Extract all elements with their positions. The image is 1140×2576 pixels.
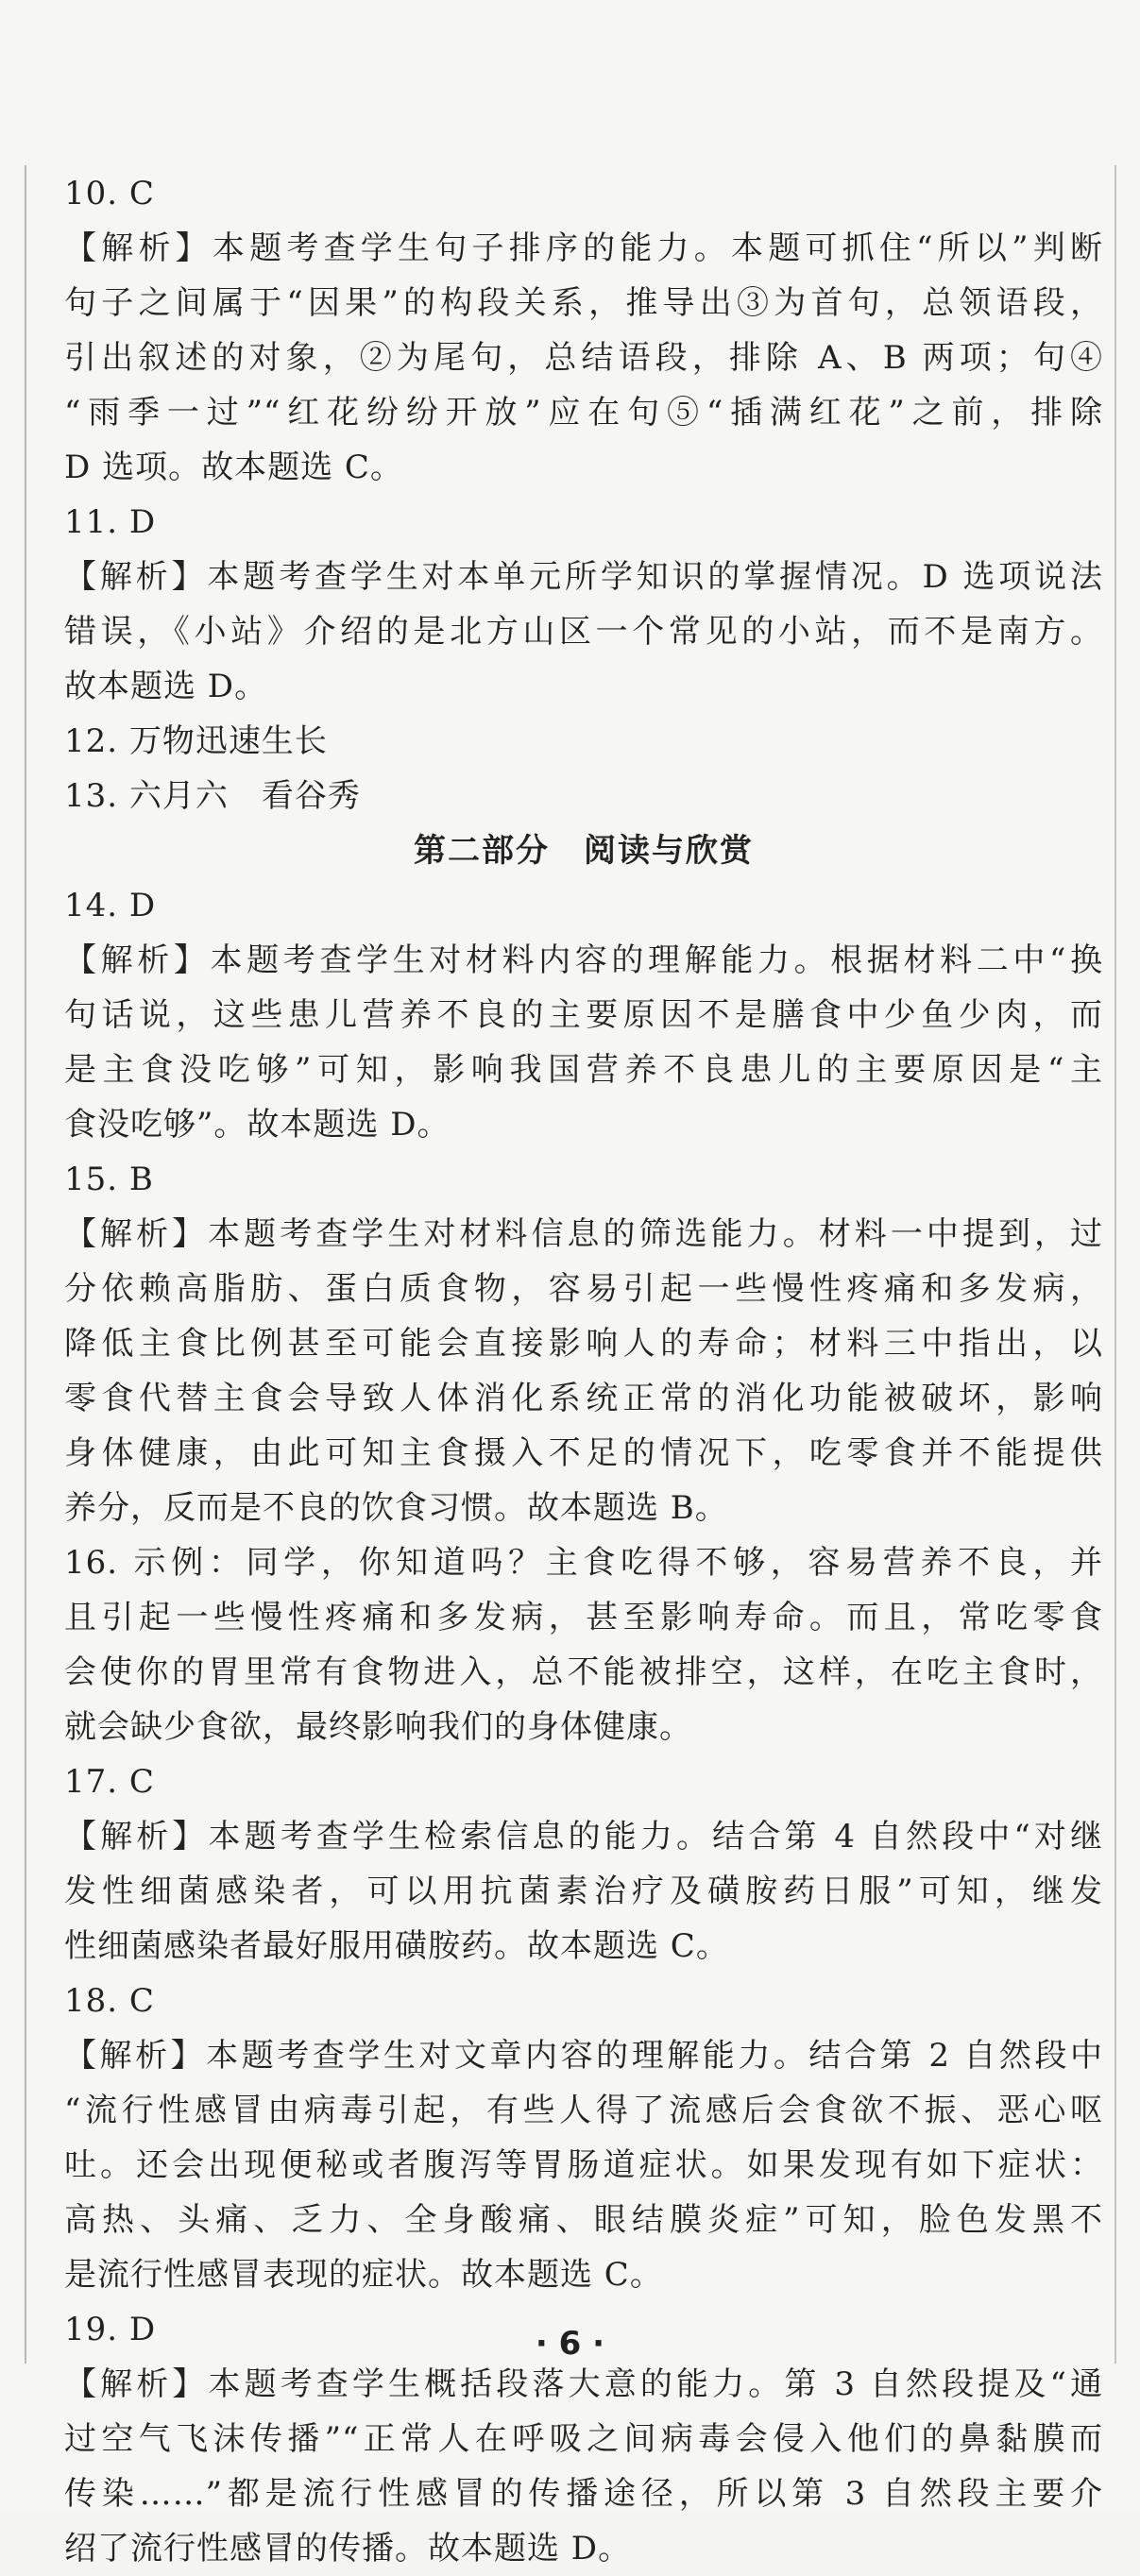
- text-line: 零食代替主食会导致人体消化系统正常的消化功能被破坏，影响: [64, 1380, 1103, 1417]
- answer-text-body: [64, 166, 1103, 2576]
- text-line: 是流行性感冒表现的症状。故本题选 C。: [64, 2256, 663, 2294]
- text-line: 且引起一些慢性疼痛和多发病，甚至影响寿命。而且，常吃零食: [64, 1599, 1103, 1636]
- text-line: 【解析】本题考查学生对文章内容的理解能力。结合第 2 自然段中: [64, 2037, 1103, 2075]
- text-line: 绍了流行性感冒的传播。故本题选 D。: [64, 2530, 632, 2568]
- text-line: 会使你的胃里常有食物进入，总不能被排空，这样，在吃主食时，: [64, 1653, 1103, 1691]
- text-line: 引出叙述的对象，②为尾句，总结语段，排除 A、B 两项；句④: [64, 339, 1103, 377]
- text-line: 高热、头痛、乏力、全身酸痛、眼结膜炎症”可知，脸色发黑不: [64, 2201, 1103, 2239]
- text-line: 食没吃够”。故本题选 D。: [64, 1106, 451, 1144]
- right-margin-rule: [1114, 165, 1116, 2364]
- text-line: 句话说，这些患儿营养不良的主要原因不是膳食中少鱼少肉，而: [64, 996, 1103, 1034]
- text-line: 故本题选 D。: [64, 668, 268, 705]
- text-line: 13. 六月六 看谷秀: [64, 777, 361, 815]
- text-line: 性细菌感染者最好服用磺胺药。故本题选 C。: [64, 1927, 729, 1965]
- text-line: 15. B: [64, 1161, 154, 1198]
- text-line: 14. D: [64, 887, 157, 924]
- text-line: “雨季一过”“红花纷纷开放”应在句⑤“插满红花”之前，排除: [64, 394, 1103, 432]
- text-line: 发性细菌感染者，可以用抗菌素治疗及磺胺药日服”可知，继发: [64, 1873, 1103, 1910]
- text-line: 【解析】本题考查学生概括段落大意的能力。第 3 自然段提及“通: [64, 2365, 1103, 2403]
- text-line: 12. 万物迅速生长: [64, 722, 328, 760]
- left-margin-rule: [25, 165, 26, 2364]
- text-line: 【解析】本题考查学生对材料信息的筛选能力。材料一中提到，过: [64, 1215, 1103, 1253]
- text-line: 19. D: [64, 2311, 157, 2348]
- text-line: D 选项。故本题选 C。: [64, 449, 403, 486]
- text-line: “流行性感冒由病毒引起，有些人得了流感后会食欲不振、恶心呕: [64, 2092, 1103, 2129]
- text-line: 养分，反而是不良的饮食习惯。故本题选 B。: [64, 1489, 728, 1527]
- text-line: 错误，《小站》介绍的是北方山区一个常见的小站，而不是南方。: [64, 613, 1103, 651]
- text-line: 【解析】本题考查学生句子排序的能力。本题可抓住“所以”判断: [64, 229, 1103, 267]
- text-line: 16. 示例：同学，你知道吗？主食吃得不够，容易营养不良，并: [64, 1544, 1103, 1582]
- text-line: 18. C: [64, 1982, 155, 2020]
- text-line: 11. D: [64, 503, 157, 541]
- text-line: 分依赖高脂肪、蛋白质食物，容易引起一些慢性疼痛和多发病，: [64, 1270, 1103, 1308]
- text-line: 身体健康，由此可知主食摄入不足的情况下，吃零食并不能提供: [64, 1434, 1103, 1472]
- text-line: 10. C: [64, 175, 155, 212]
- text-line: 句子之间属于“因果”的构段关系，推导出③为首句，总领语段，: [64, 284, 1103, 322]
- text-line: 【解析】本题考查学生对材料内容的理解能力。根据材料二中“换: [64, 941, 1103, 979]
- text-line: 【解析】本题考查学生对本单元所学知识的掌握情况。D 选项说法: [64, 558, 1103, 596]
- text-line: 降低主食比例甚至可能会直接影响人的寿命；材料三中指出，以: [64, 1325, 1103, 1363]
- text-line: 传染……”都是流行性感冒的传播途径，所以第 3 自然段主要介: [64, 2475, 1103, 2513]
- text-line: 17. C: [64, 1763, 155, 1801]
- page-number: · 6 ·: [535, 2325, 605, 2363]
- text-line: 【解析】本题考查学生检索信息的能力。结合第 4 自然段中“对继: [64, 1818, 1103, 1856]
- text-line: 是主食没吃够”可知，影响我国营养不良患儿的主要原因是“主: [64, 1051, 1103, 1089]
- section-heading: 第二部分 阅读与欣赏: [414, 832, 754, 870]
- text-line: 就会缺少食欲，最终影响我们的身体健康。: [64, 1708, 692, 1746]
- text-line: 吐。还会出现便秘或者腹泻等胃肠道症状。如果发现有如下症状：: [64, 2146, 1103, 2184]
- text-line: 过空气飞沫传播”“正常人在呼吸之间病毒会侵入他们的鼻黏膜而: [64, 2420, 1103, 2458]
